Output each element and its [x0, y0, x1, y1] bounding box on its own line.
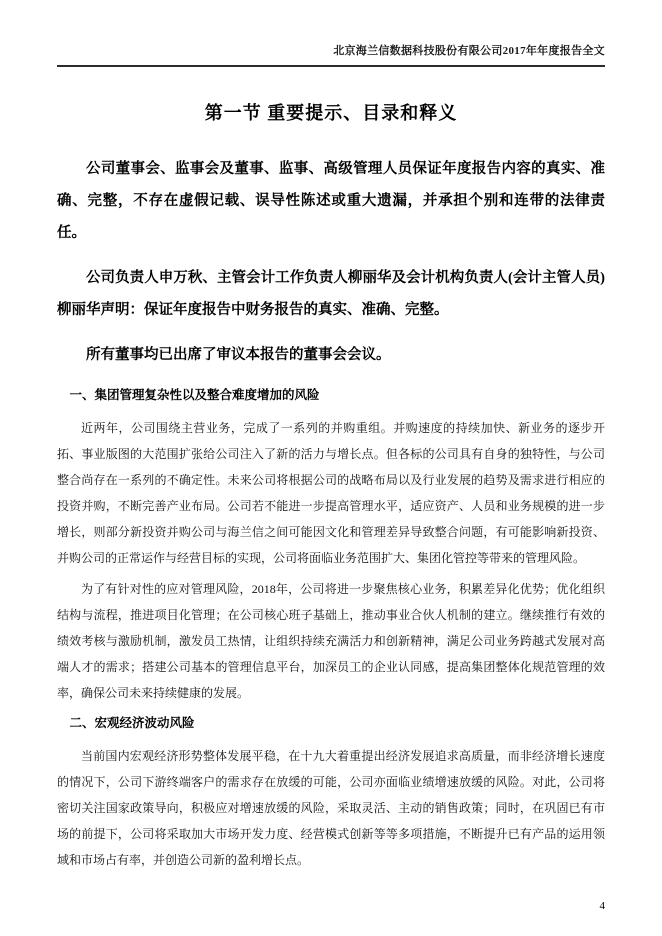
body-paragraph: 为了有针对性的应对管理风险，2018年，公司将进一步聚焦核心业务，积累差异化优势；优化组织结构与流程，推进项目化管理；在公司核心班子基础上，推动事业合伙人机制的建立。继续推行有效的绩效考核与激励机制，激发员工热情，让组织持续充满活力和创新精神，满足公司业务跨越式发展对高端人才的需求；搭建公司基本的管理信息平台，加深员工的企业认同感，提高集团整体化规范管理的效率，确保公司未来持续健康的发展。 — [57, 582, 605, 700]
statement-paragraph-board: 公司董事会、监事会及董事、监事、高级管理人员保证年度报告内容的真实、准确、完整，不存在虚假记载、误导性陈述或重大遗漏，并承担个别和连带的法律责任。 — [57, 161, 605, 241]
page-number: 4 — [599, 900, 605, 912]
statement-paragraph-directors-attendance: 所有董事均已出席了审议本报告的董事会会议。 — [86, 347, 391, 363]
section-heading-risk-2: 二、宏观经济波动风险 — [69, 716, 195, 730]
document-header — [57, 42, 605, 67]
section-heading-risk-1: 一、集团管理复杂性以及整合难度增加的风险 — [69, 388, 320, 402]
page-title: 第一节 重要提示、目录和释义 — [204, 103, 458, 123]
statement-paragraph-responsible-persons: 公司负责人申万秋、主管会计工作负责人柳丽华及会计机构负责人(会计主管人员)柳丽华声明：保证年度报告中财务报告的真实、准确、完整。 — [57, 270, 605, 318]
body-paragraph: 近两年，公司围绕主营业务，完成了一系列的并购重组。并购速度的持续加快、新业务的逐步开拓、事业版图的大范围扩张给公司注入了新的活力与增长点。但各标的公司具有自身的独特性，与公司整合尚存在一系列的不确定性。未来公司将根据公司的战略布局以及行业发展的趋势及需求进行相应的投资并购，不断完善产业布局。公司若不能进一步提高管理水平，适应资产、人员和业务规模的进一步增长，则部分新投资并购公司与海兰信之间可能因文化和管理差异导致整合问题，有可能影响新投资、并购公司的正常运作与经营目标的实现，公司将面临业务范围扩大、集团化管控等带来的管理风险。 — [57, 421, 605, 565]
body-paragraph: 当前国内宏观经济形势整体发展平稳，在十九大着重提出经济发展追求高质量，而非经济增长速度的情况下，公司下游终端客户的需求存在放缓的可能，公司亦面临业绩增速放缓的风险。对此，公司将密切关注国家政策导向，积极应对增速放缓的风险，采取灵活、主动的销售政策；同时，在巩固已有市场的前提下，公司将采取加大市场开发力度、经营模式创新等等多项措施，不断提升已有产品的运用领域和市场占有率，并创造公司新的盈利增长点。 — [57, 749, 605, 867]
header-report-title: 北京海兰信数据科技股份有限公司2017年年度报告全文 — [333, 45, 605, 57]
